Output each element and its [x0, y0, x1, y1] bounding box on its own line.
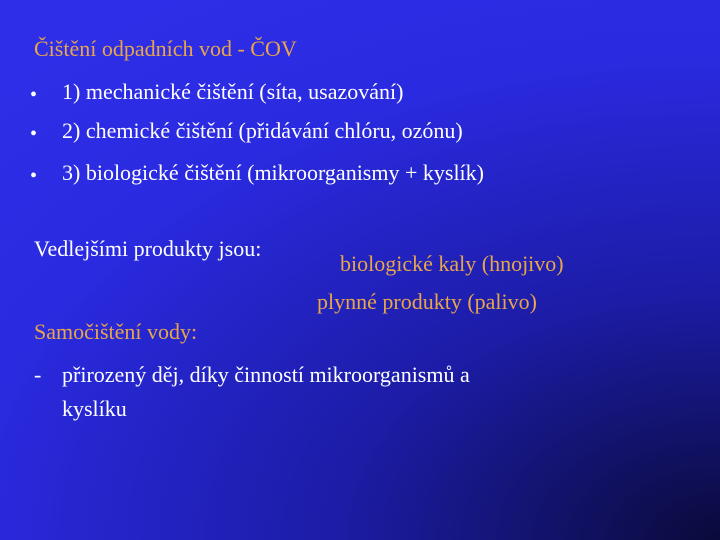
bullet-marker: • [30, 165, 38, 187]
bullet-item-biological: 3) biologické čištění (mikroorganismy + kyslík) [62, 160, 484, 185]
self-cleaning-heading: Samočištění vody: [34, 319, 198, 344]
dash-marker: - [34, 362, 42, 387]
slide-title: Čištění odpadních vod - ČOV [34, 36, 297, 61]
bullet-marker: • [30, 123, 38, 145]
byproducts-label: Vedlejšími produkty jsou: [34, 236, 262, 261]
self-cleaning-text-line1: přirozený děj, díky činností mikroorganismů a [62, 362, 470, 387]
self-cleaning-text-line2: kyslíku [62, 396, 127, 421]
bullet-marker: • [30, 84, 38, 106]
byproduct-item-gas: plynné produkty (palivo) [317, 289, 537, 314]
bullet-item-chemical: 2) chemické čištění (přidávání chlóru, ozónu) [62, 118, 463, 143]
bullet-item-mechanical: 1) mechanické čištění (síta, usazování) [62, 79, 404, 104]
byproduct-item-sludge: biologické kaly (hnojivo) [340, 251, 564, 276]
